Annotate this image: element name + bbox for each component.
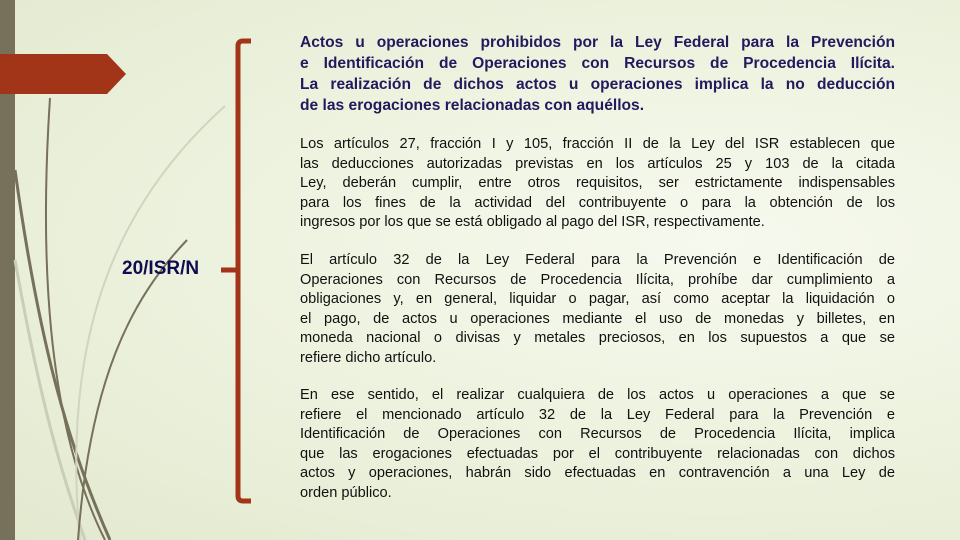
paragraph-line: ingresos por los que se está obligado al pago del ISR, respectivamente. xyxy=(300,214,765,231)
heading-line: La realización de dichos actos u operaciones implica la no deducción xyxy=(300,76,895,93)
paragraph-line: refiere el mencionado artículo 32 de la Ley Federal para la Prevención e xyxy=(300,406,895,423)
paragraph-line: moneda nacional o divisas y metales preciosos, en los supuestos a que se xyxy=(300,330,895,347)
heading-line: e Identificación de Operaciones con Recursos de Procedencia Ilícita. xyxy=(300,55,895,72)
paragraph-line: El artículo 32 de la Ley Federal para la Prevención e Identificación de xyxy=(300,252,895,268)
paragraph-line: En ese sentido, el realizar cualquiera de los actos u operaciones a que se xyxy=(300,387,895,403)
paragraph-line: actos y operaciones, habrán sido efectuadas en contravención a una Ley de xyxy=(300,465,895,482)
paragraph-line: el pago, de actos u operaciones mediante el uso de monedas y billetes, en xyxy=(300,310,895,327)
paragraph-line: orden público. xyxy=(300,484,392,501)
paragraph-1 xyxy=(300,135,895,233)
heading xyxy=(300,32,895,116)
paragraph-line: para los fines de la actividad del contribuyente o para la obtención de los xyxy=(300,194,895,211)
paragraph-line: obligaciones y, en general, liquidar o pagar, así como aceptar la liquidación o xyxy=(300,291,895,308)
paragraph-line: refiere dicho artículo. xyxy=(300,349,437,366)
paragraph-line: Identificación de Operaciones con Recursos de Procedencia Ilícita, implica xyxy=(300,426,895,443)
heading-line: Actos u operaciones prohibidos por la Ley Federal para la Prevención xyxy=(300,34,895,51)
paragraph-line: Ley, deberán cumplir, entre otros requisitos, ser estrictamente indispensables xyxy=(300,175,895,192)
code-label: 20/ISR/N xyxy=(122,258,200,279)
paragraph-line: las deducciones autorizadas previstas en los artículos 25 y 103 de la citada xyxy=(300,155,895,172)
paragraph-line: Operaciones con Recursos de Procedencia Ilícita, prohíbe dar cumplimiento a xyxy=(300,271,895,288)
paragraph-2 xyxy=(300,251,895,369)
paragraph-line: que las erogaciones efectuadas por el contribuyente relacionadas con dichos xyxy=(300,445,895,462)
paragraph-3 xyxy=(300,386,895,504)
paragraph-line: Los artículos 27, fracción I y 105, fracción II de la Ley del ISR establecen que xyxy=(300,136,895,152)
heading-line: de las erogaciones relacionadas con aquéllos. xyxy=(300,97,645,114)
